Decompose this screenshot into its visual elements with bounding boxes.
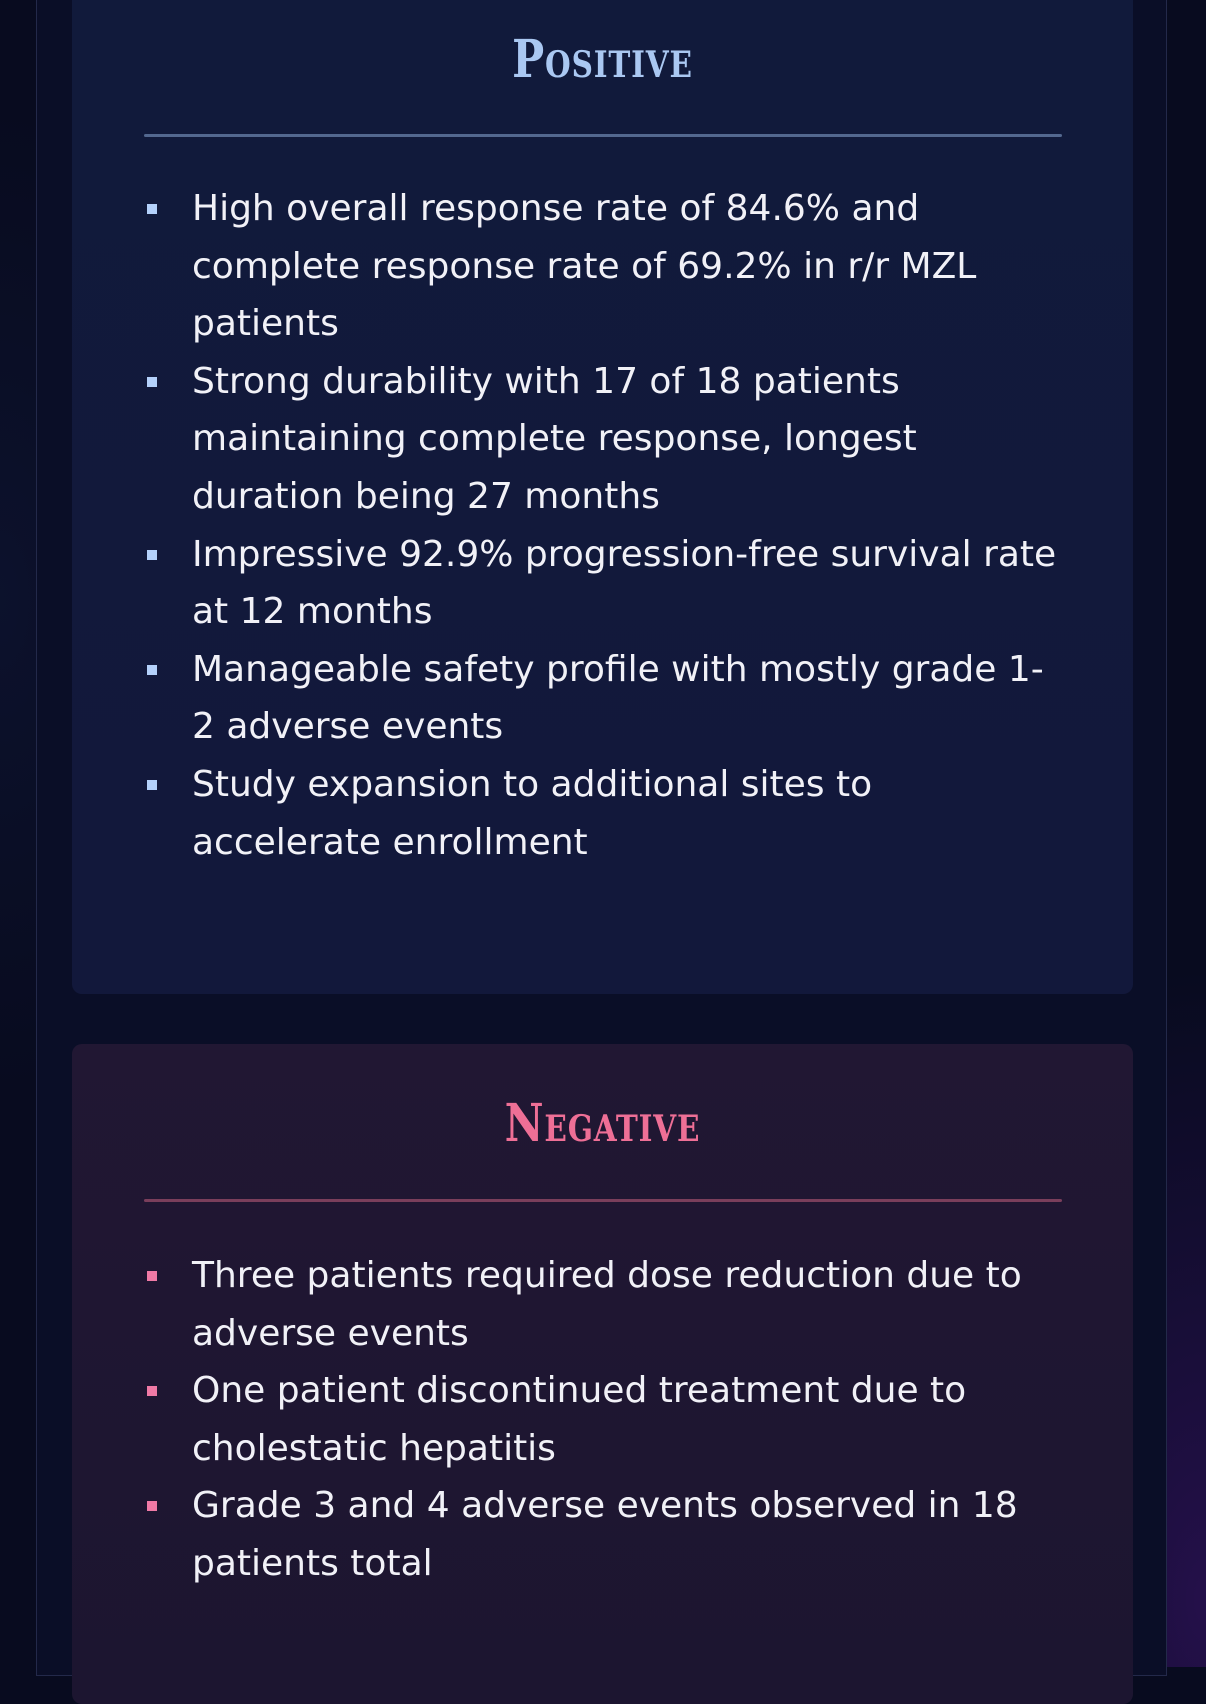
positive-item-text: Impressive 92.9% progression-free survival rate at 12 months (192, 533, 1057, 633)
positive-title: Positive (512, 29, 693, 90)
negative-card (72, 1044, 1133, 1704)
positive-item-text: Strong durability with 17 of 18 patients maintaining complete response, longest duration being 27 months (192, 360, 917, 517)
negative-divider (144, 1199, 1062, 1202)
square-bullet-icon (147, 377, 157, 387)
positive-item-text: Study expansion to additional sites to accelerate enrollment (192, 763, 873, 863)
negative-title: Negative (504, 1093, 701, 1154)
positive-item (72, 641, 1064, 756)
square-bullet-icon (147, 1501, 157, 1511)
positive-item (72, 526, 1064, 641)
negative-item (72, 1247, 1064, 1362)
square-bullet-icon (147, 1271, 157, 1281)
square-bullet-icon (147, 204, 157, 214)
negative-item (72, 1477, 1064, 1592)
positive-item-text: High overall response rate of 84.6% and complete response rate of 69.2% in r/r MZL patients (192, 188, 977, 345)
square-bullet-icon (147, 1386, 157, 1396)
positive-item (72, 353, 1064, 526)
square-bullet-icon (147, 665, 157, 675)
negative-item (72, 1362, 1064, 1477)
positive-card (72, 0, 1133, 994)
negative-item-text: Three patients required dose reduction due to adverse events (192, 1255, 1022, 1354)
positive-item (72, 756, 1064, 871)
positive-list (144, 180, 1064, 871)
negative-item-text: Grade 3 and 4 adverse events observed in 18 patients total (192, 1485, 1018, 1584)
square-bullet-icon (147, 550, 157, 560)
positive-item-text: Manageable safety profile with mostly grade 1-2 adverse events (192, 648, 1044, 748)
negative-list (144, 1247, 1064, 1593)
positive-divider (144, 134, 1062, 137)
negative-item-text: One patient discontinued treatment due to cholestatic hepatitis (192, 1370, 967, 1469)
positive-item (72, 180, 1064, 353)
square-bullet-icon (147, 780, 157, 790)
